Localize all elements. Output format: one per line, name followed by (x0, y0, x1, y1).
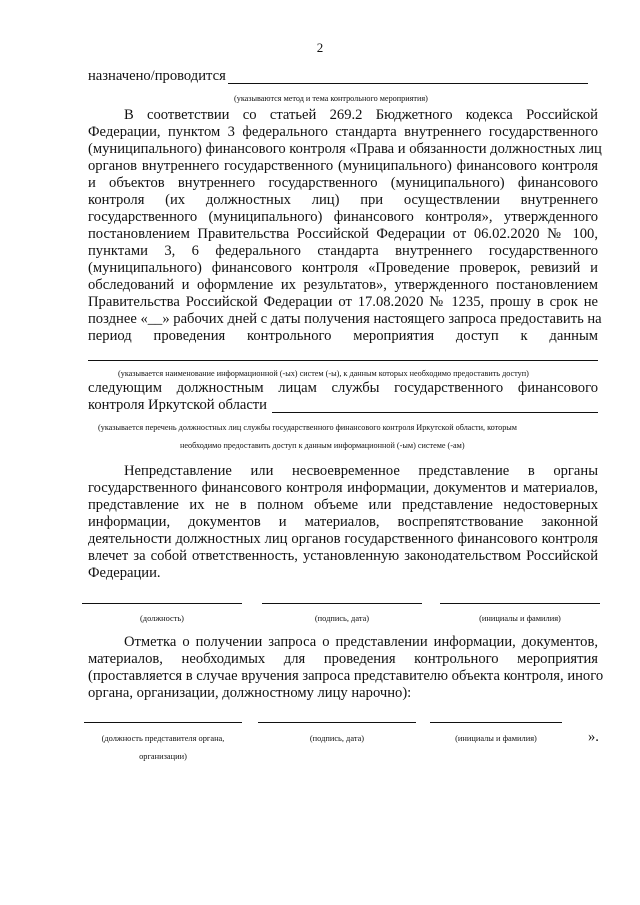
paragraph2-line: государственного финансового контроля информации, документов и материалов, (88, 480, 598, 496)
persons-blank-line (272, 412, 598, 413)
page-number: 2 (316, 40, 324, 55)
paragraph1-line: Федерации, пунктом 3 федерального стандарта внутреннего государственного (88, 124, 598, 140)
representative-name-caption: (инициалы и фамилия) (455, 734, 537, 743)
closing-quote: ». (588, 729, 599, 745)
control-line: контроля Иркутской области (88, 397, 267, 413)
signature-date-line (262, 603, 422, 604)
representative-signature-line (258, 722, 416, 723)
paragraph2-line: информации, документов и материалов, воспрепятствование законной (88, 514, 598, 530)
representative-signature-caption: (подпись, дата) (309, 734, 365, 743)
paragraph1-line: (муниципального) финансового контроля «Проведение проверок, ревизий и (88, 260, 598, 276)
assigned-blank-line (228, 83, 588, 84)
paragraph2-line: Непредставление или несвоевременное представление в органы (124, 463, 598, 479)
paragraph1-line: и объектов внутреннего государственного (муниципального) финансового (88, 175, 598, 191)
paragraph3-line: материалов, необходимых для проведения контрольного мероприятия (88, 651, 598, 667)
paragraph1-line: пунктами 3, 6 федерального стандарта внутреннего государственного (88, 243, 598, 259)
representative-position-caption: организации) (139, 752, 187, 761)
paragraph2-last-line: Федерации. (88, 565, 161, 581)
signature-date-caption: (подпись, дата) (314, 614, 370, 623)
paragraph3-line: Отметка о получении запроса о представлении информации, документов, (124, 634, 598, 650)
paragraph2-line: представление их не в полном объеме или представление недостоверных (88, 497, 598, 513)
paragraph1-line: позднее «__» рабочих дней с даты получения настоящего запроса предоставить на (88, 311, 602, 327)
name-caption: (инициалы и фамилия) (479, 614, 561, 623)
systems-blank-line (88, 360, 598, 361)
paragraph1-line: период проведения контрольного мероприятия доступ к данным (88, 328, 598, 344)
paragraph1-line: (муниципального) финансового контроля «Права и обязанности должностных лиц (88, 141, 602, 157)
paragraph2-line: деятельности должностных лиц органов государственного финансового контроля (88, 531, 598, 547)
systems-caption: (указывается наименование информационной (-ых) систем (-ы), к данным которых необходимо предоставить доступ) (118, 369, 529, 378)
persons-caption: (указывается перечень должностных лиц службы государственного финансового контроля Иркутской области, которым (98, 423, 517, 432)
position-signature-line (82, 603, 242, 604)
paragraph3-line: (проставляется в случае вручения запроса представителю объекта контроля, иного (88, 668, 604, 684)
representative-position-line (84, 722, 242, 723)
representative-position-caption: (должность представителя органа, (101, 734, 225, 743)
paragraph1-line: органов внутреннего государственного (муниципального) финансового контроля (88, 158, 598, 174)
paragraph1-line: Правительства Российской Федерации от 17.08.2020 № 1235, прошу в срок не (88, 294, 598, 310)
persons-line: следующим должностным лицам службы государственного финансового (88, 380, 598, 396)
position-caption: (должность) (140, 614, 184, 623)
paragraph1-line: В соответствии со статьей 269.2 Бюджетного кодекса Российской (124, 107, 598, 123)
paragraph1-line: постановлением Правительства Российской Федерации от 06.02.2020 № 100, (88, 226, 598, 242)
name-signature-line (440, 603, 600, 604)
representative-name-line (430, 722, 562, 723)
paragraph1-line: государственного (муниципального) финансового контроля», утвержденного (88, 209, 598, 225)
paragraph2-line: влечет за собой ответственность, установленную законодательством Российской (88, 548, 598, 564)
paragraph1-line: обследований и оформление их результатов», утвержденного постановлением (88, 277, 598, 293)
paragraph1-line: контроля (их должностных лиц) при осуществлении внутреннего (88, 192, 598, 208)
persons-caption: необходимо предоставить доступ к данным информационной (-ым) системе (-ам) (180, 441, 465, 450)
assigned-caption: (указываются метод и тема контрольного мероприятия) (234, 94, 428, 103)
paragraph3-last-line: органа, организации, должностному лицу нарочно): (88, 685, 412, 701)
assigned-label: назначено/проводится (88, 68, 226, 84)
